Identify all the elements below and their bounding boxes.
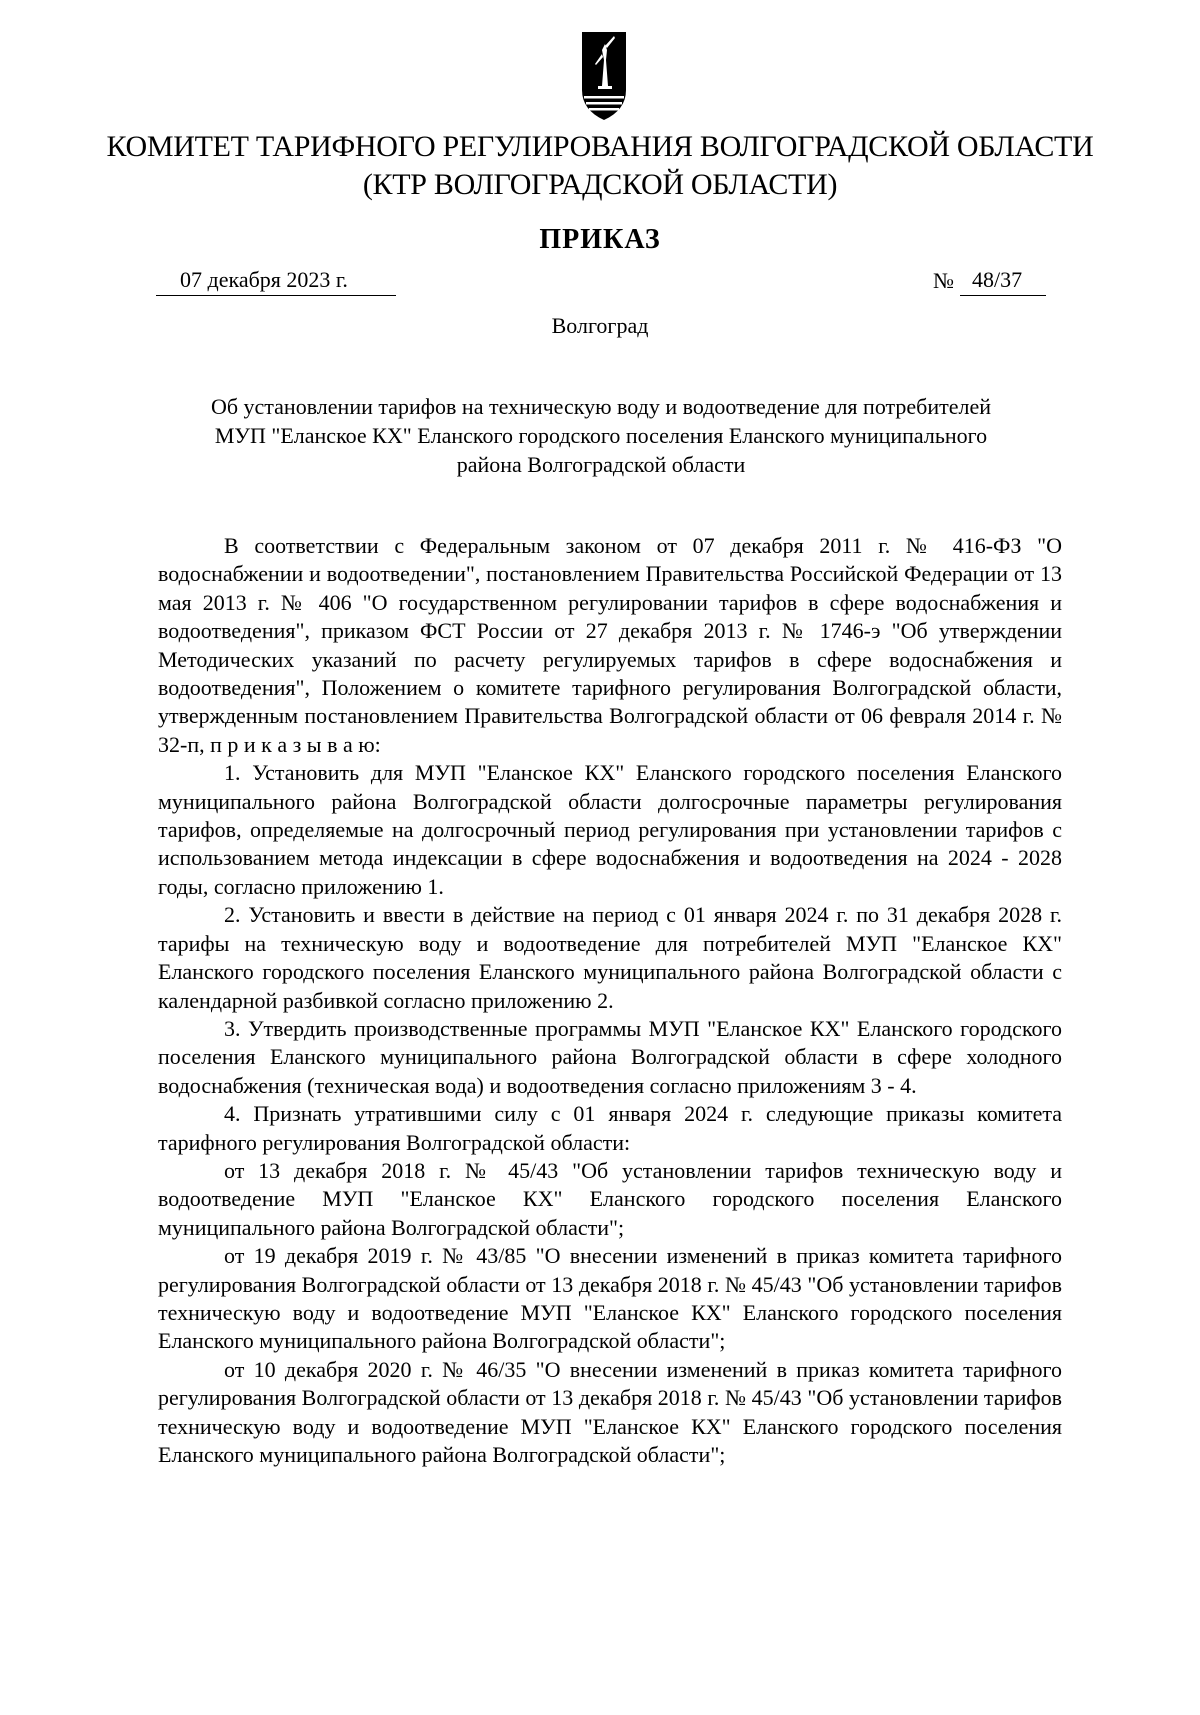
document-type: ПРИКАЗ — [539, 224, 661, 255]
number-value: 48/37 — [960, 265, 1046, 296]
volgograd-coat-of-arms-icon — [580, 30, 628, 123]
document-date: 07 декабря 2023 г. — [156, 265, 396, 296]
repealed-order-3: от 10 декабря 2020 г. № 46/35 "О внесении изменений в приказ комитета тарифного регулирования Волгоградской области от 13 декабря 2018 г. № 45/43 "Об установлении тарифов техническую воду и водоотведение МУП "Еланское КХ" Еланского городского поселения Еланского муниципального района Волгоградской области"; — [158, 1356, 1062, 1467]
order-item-4: 4. Признать утратившими силу с 01 января 2024 г. следующие приказы комитета тарифного регулирования Волгоградской области: — [158, 1101, 1062, 1155]
repealed-order-1: от 13 декабря 2018 г. № 45/43 "Об установлении тарифов техническую воду и водоотведение МУП "Еланское КХ" Еланского городского поселения Еланского муниципального района Волгоградской области"; — [158, 1157, 1062, 1240]
subject-line: МУП "Еланское КХ" Еланского городского поселения Еланского муниципального — [214, 423, 988, 448]
document-subject — [156, 392, 1046, 479]
subject-line: района Волгоградской области — [456, 452, 746, 477]
document-body — [158, 532, 1062, 1469]
document-city: Волгоград — [551, 313, 649, 338]
order-item-1: 1. Установить для МУП "Еланское КХ" Еланского городского поселения Еланского муниципального района Волгоградской области долгосрочные параметры регулирования тарифов, определяемые на долгосрочный период регулирования при установлении тарифов с использованием метода индексации в сфере водоснабжения и водоотведения на 2024 - 2028 годы, согласно приложению 1. — [158, 760, 1062, 899]
organization-name: КОМИТЕТ ТАРИФНОГО РЕГУЛИРОВАНИЯ ВОЛГОГРАДСКОЙ ОБЛАСТИ — [106, 130, 1094, 163]
subject-line: Об установлении тарифов на техническую воду и водоотведение для потребителей — [210, 394, 992, 419]
document-number — [933, 265, 1046, 296]
order-item-3: 3. Утвердить производственные программы МУП "Еланское КХ" Еланского городского поселения Еланского муниципального района Волгоградской области в сфере холодного водоснабжения (техническая вода) и водоотведения согласно приложениям 3 - 4. — [158, 1015, 1062, 1098]
organization-abbreviation: (КТР ВОЛГОГРАДСКОЙ ОБЛАСТИ) — [362, 168, 838, 201]
repealed-order-2: от 19 декабря 2019 г. № 43/85 "О внесении изменений в приказ комитета тарифного регулирования Волгоградской области от 13 декабря 2018 г. № 45/43 "Об установлении тарифов техническую воду и водоотведение МУП "Еланское КХ" Еланского городского поселения Еланского муниципального района Волгоградской области"; — [158, 1243, 1062, 1354]
order-item-2: 2. Установить и ввести в действие на период с 01 января 2024 г. по 31 декабря 2028 г. тарифы на техническую воду и водоотведение для потребителей МУП "Еланское КХ" Еланского городского поселения Еланского муниципального района Волгоградской области с календарной разбивкой согласно приложению 2. — [158, 902, 1062, 1013]
number-sign: № — [933, 268, 954, 293]
preamble-paragraph: В соответствии с Федеральным законом от 07 декабря 2011 г. № 416-ФЗ "О водоснабжении и водоотведении", постановлением Правительства Российской Федерации от 13 мая 2013 г. № 406 "О государственном регулировании тарифов в сфере водоснабжения и водоотведения", приказом ФСТ России от 27 декабря 2013 г. № 1746-э "Об утверждении Методических указаний по расчету регулируемых тарифов в сфере водоснабжения и водоотведения", Положением о комитете тарифного регулирования Волгоградской области, утвержденным постановлением Правительства Волгоградской области от 06 февраля 2014 г. № 32-п, п р и к а з ы в а ю: — [158, 533, 1062, 757]
